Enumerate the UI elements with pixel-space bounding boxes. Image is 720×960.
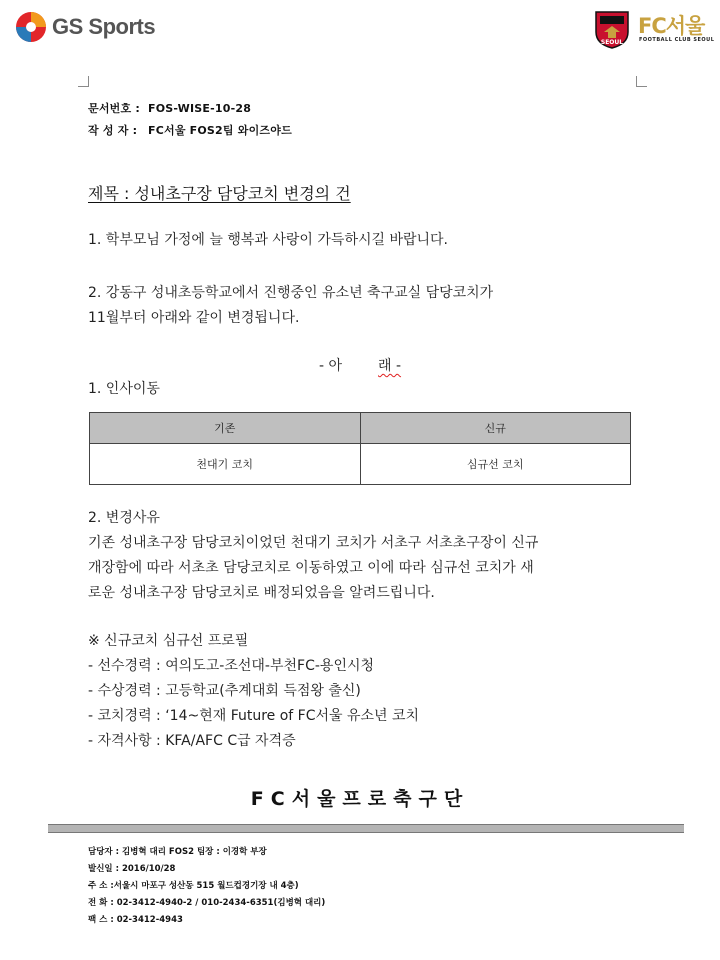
reason-line-3: 로운 성내초구장 담당코치로 배정되었음을 알려드립니다. [88, 585, 435, 601]
footer-phone: 전 화 : 02-3412-4940-2 / 010-2434-6351(김병혁 대리) [88, 898, 326, 908]
fc-logo-subtext: FOOTBALL CLUB SEOUL [639, 37, 715, 43]
paragraph-greeting: 1. 학부모님 가정에 늘 행복과 사랑이 가득하시길 바랍니다. [88, 232, 449, 248]
coach-change-table [89, 412, 631, 485]
section-transfer-title: 1. 인사이동 [88, 381, 160, 397]
table-cell-previous-coach: 천대기 코치 [90, 444, 361, 485]
page-corner-mark-left [78, 76, 89, 87]
page-corner-mark-right [636, 76, 647, 87]
table-row [90, 444, 631, 485]
footer-address: 주 소 :서울시 마포구 성산동 515 월드컵경기장 내 4층) [88, 881, 299, 891]
below-notice-left: - 아 [318, 358, 342, 374]
organization-name: FC서울프로축구단 [250, 788, 470, 810]
gs-swirl-icon [14, 10, 48, 44]
paragraph-notice-line-1: 2. 강동구 성내초등학교에서 진행중인 유소년 축구교실 담당코치가 [88, 285, 494, 301]
footer-divider [48, 824, 684, 833]
gs-sports-logo [14, 8, 156, 46]
fc-emblem-text: SEOUL [600, 39, 624, 46]
reason-line-2: 개장함에 따라 서초초 담당코치로 이동하였고 이에 따라 심규선 코치가 새 [88, 560, 534, 576]
profile-item-awards: - 수상경력 : 고등학교(추계대회 득점왕 출신) [88, 683, 361, 699]
table-header-row [90, 413, 631, 444]
profile-item-player-career: - 선수경력 : 여의도고-조선대-부천FC-용인시청 [88, 658, 375, 674]
fc-logo-text: FC서울 [638, 14, 705, 38]
profile-title: ※ 신규코치 심규선 프로필 [88, 633, 249, 649]
section-reason-title: 2. 변경사유 [88, 510, 160, 526]
table-cell-new-coach: 심규선 코치 [360, 444, 631, 485]
below-notice-heading [0, 355, 720, 375]
table-header-previous: 기존 [90, 413, 361, 444]
doc-number-line [88, 100, 251, 116]
gs-logo-text: GS Sports [52, 14, 156, 39]
author-value: FC서울 FOS2팀 와이즈야드 [148, 124, 292, 137]
footer-send-date: 발신일 : 2016/10/28 [88, 864, 176, 874]
fc-seoul-emblem-icon [590, 6, 634, 50]
doc-number-label: 문서번호 : [88, 102, 140, 115]
author-label: 작 성 자 : [88, 124, 138, 137]
below-notice-right: 래 - [378, 358, 402, 374]
footer-fax: 팩 스 : 02-3412-4943 [88, 915, 183, 925]
fc-seoul-logo [590, 6, 715, 50]
paragraph-notice-line-2: 11월부터 아래와 같이 변경됩니다. [88, 310, 300, 326]
footer-contact-person: 담당자 : 김병혁 대리 FOS2 팀장 : 이경학 부장 [88, 847, 267, 857]
profile-item-coach-career: - 코치경력 : ‘14~현재 Future of FC서울 유소년 코치 [88, 708, 420, 724]
profile-item-license: - 자격사항 : KFA/AFC C급 자격증 [88, 733, 296, 749]
doc-number-value: FOS-WISE-10-28 [148, 102, 252, 115]
table-header-new: 신규 [360, 413, 631, 444]
reason-line-1: 기존 성내초구장 담당코치이었던 천대기 코치가 서초구 서초초구장이 신규 [88, 535, 539, 551]
author-line [88, 122, 292, 138]
document-subject: 제목 : 성내초구장 담당코치 변경의 건 [88, 184, 351, 203]
